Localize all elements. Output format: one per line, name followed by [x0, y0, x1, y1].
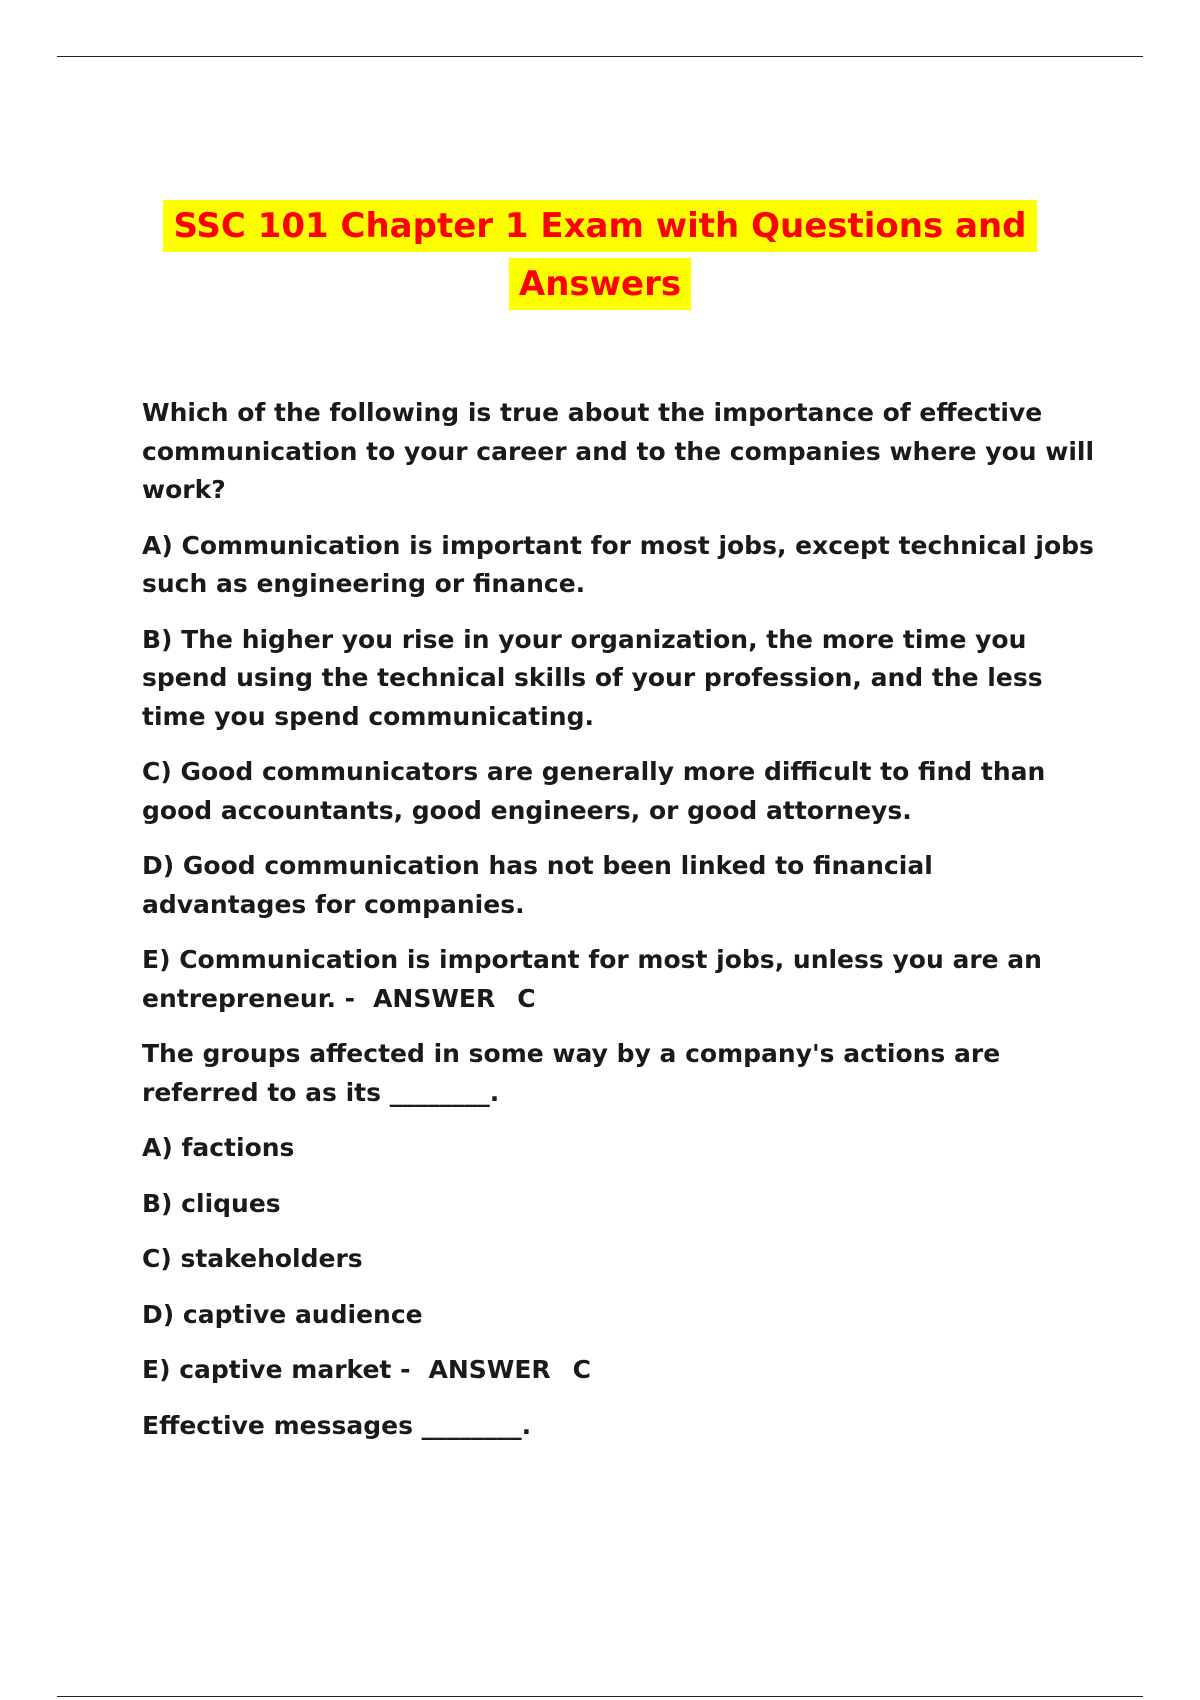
answer-option: A) factions — [142, 1133, 295, 1162]
answer-option-with-key — [142, 1351, 1102, 1390]
question-stem: Which of the following is true about the importance of effective communication to your career and to the companies where you will work? — [142, 398, 1095, 504]
answer-option-text: E) Communication is important for most jobs, unless you are an entrepreneur. - — [142, 945, 1042, 1013]
question-stem: Effective messages ________. — [142, 1410, 532, 1440]
answer-value: C — [517, 983, 536, 1013]
title-line-1: SSC 101 Chapter 1 Exam with Questions and — [163, 200, 1036, 252]
answer-value: C — [572, 1355, 592, 1384]
title-line-2: Answers — [509, 258, 691, 310]
answer-option: B) The higher you rise in your organization, the more time you spend using the technical skills of your profession, and the less time you spend communicating. — [142, 624, 1043, 731]
answer-option: C) Good communicators are generally more difficult to find than good accountants, good engineers, or good attorneys. — [142, 757, 1046, 825]
answer-label: ANSWER — [373, 983, 496, 1013]
document-title — [0, 200, 1200, 316]
answer-option: C) stakeholders — [142, 1244, 363, 1273]
answer-label: ANSWER — [428, 1355, 551, 1384]
bottom-rule — [57, 1696, 1143, 1697]
answer-option: A) Communication is important for most jobs, except technical jobs such as engineering or finance. — [142, 530, 1094, 598]
question-stem: The groups affected in some way by a company's actions are referred to as its ________. — [142, 1039, 1001, 1107]
answer-option: D) captive audience — [142, 1299, 423, 1329]
top-rule — [57, 56, 1143, 57]
answer-option-with-key — [142, 941, 1102, 1018]
answer-option: D) Good communication has not been linked to financial advantages for companies. — [142, 851, 933, 919]
answer-option-text: E) captive market - — [142, 1355, 411, 1384]
document-body — [142, 394, 1102, 1462]
answer-option: B) cliques — [142, 1188, 281, 1218]
